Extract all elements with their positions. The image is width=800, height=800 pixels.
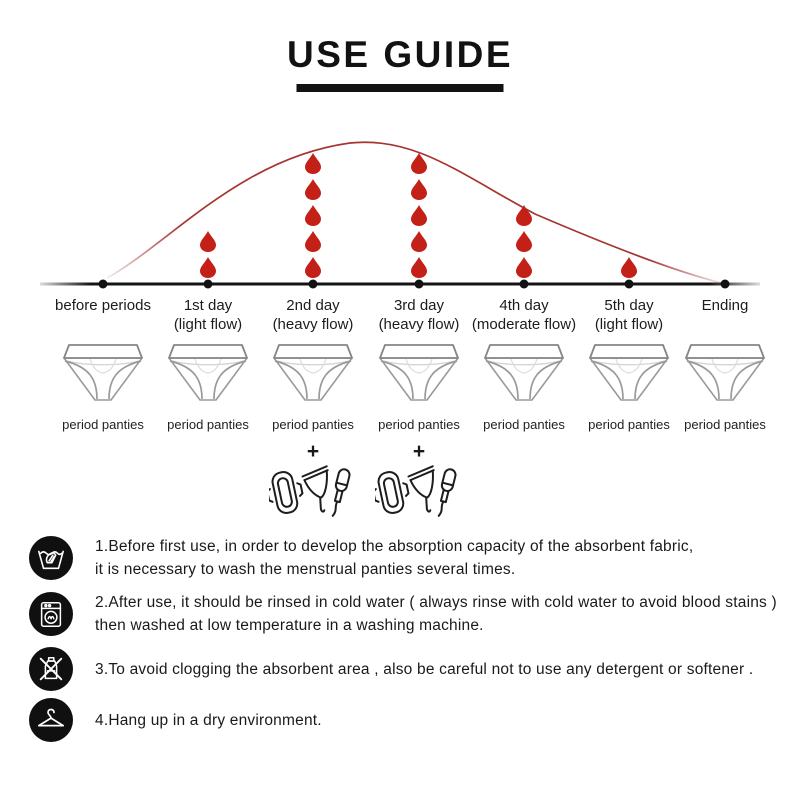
blood-drop-icon bbox=[411, 153, 427, 174]
plus-sign: + bbox=[306, 440, 320, 463]
flow-drops bbox=[200, 231, 216, 278]
page-title: USE GUIDE bbox=[286, 34, 514, 75]
title-underline bbox=[297, 84, 504, 92]
blood-drop-icon bbox=[305, 257, 321, 278]
blood-drop-icon bbox=[305, 205, 321, 226]
flow-level: (moderate flow) bbox=[471, 316, 577, 333]
blood-drop-icon bbox=[516, 231, 532, 252]
panty-icon bbox=[679, 341, 771, 405]
flow-level: (light flow) bbox=[594, 316, 664, 333]
care-item bbox=[29, 698, 791, 742]
day-name: 3rd day bbox=[393, 297, 445, 314]
blood-drop-icon bbox=[411, 231, 427, 252]
day-name: 5th day bbox=[604, 297, 654, 314]
care-text-line: then washed at low temperature in a washing machine. bbox=[95, 617, 484, 634]
panty-label: period panties bbox=[62, 417, 144, 432]
day-name: Ending bbox=[701, 297, 749, 314]
flow-drops bbox=[305, 153, 321, 278]
panty-label: period panties bbox=[588, 417, 670, 432]
machine-wash-icon bbox=[29, 592, 73, 636]
care-item bbox=[29, 647, 791, 691]
day-name: 2nd day bbox=[286, 297, 340, 314]
panty-label: period panties bbox=[167, 417, 249, 432]
care-text-line: 1.Before first use, in order to develop the absorption capacity of the absorbent fabric, bbox=[95, 538, 694, 555]
panty-icon bbox=[267, 341, 359, 405]
timeline-dot bbox=[520, 280, 529, 289]
plus-sign: + bbox=[412, 440, 426, 463]
blood-drop-icon bbox=[305, 231, 321, 252]
timeline-dot bbox=[721, 280, 730, 289]
blood-drop-icon bbox=[305, 179, 321, 200]
blood-drop-icon bbox=[516, 205, 532, 226]
panty-label: period panties bbox=[483, 417, 565, 432]
panty-icon bbox=[583, 341, 675, 405]
timeline-dot bbox=[415, 280, 424, 289]
pad-cup-tampon-icons bbox=[269, 465, 357, 521]
no-detergent-icon bbox=[29, 647, 73, 691]
care-text-line: 2.After use, it should be rinsed in cold water ( always rinse with cold water to avoid blood stains ) bbox=[95, 594, 777, 611]
timeline-dot bbox=[309, 280, 318, 289]
blood-drop-icon bbox=[411, 257, 427, 278]
blood-drop-icon bbox=[305, 153, 321, 174]
timeline-dot bbox=[625, 280, 634, 289]
flow-level: (heavy flow) bbox=[378, 316, 460, 333]
panty-icon bbox=[373, 341, 465, 405]
panty-icon bbox=[57, 341, 149, 405]
timeline-dot bbox=[99, 280, 108, 289]
panty-label: period panties bbox=[272, 417, 354, 432]
care-item bbox=[29, 591, 791, 637]
hand-wash-icon bbox=[29, 536, 73, 580]
flow-drops bbox=[411, 153, 427, 278]
pad-cup-tampon-icons bbox=[375, 465, 463, 521]
flow-drops bbox=[621, 257, 637, 278]
blood-drop-icon bbox=[621, 257, 637, 278]
flow-curve-chart bbox=[0, 100, 800, 300]
blood-drop-icon bbox=[411, 205, 427, 226]
panty-icon bbox=[162, 341, 254, 405]
care-item bbox=[29, 535, 791, 581]
care-text-line: 3.To avoid clogging the absorbent area , also be careful not to use any detergent or softener . bbox=[95, 660, 754, 678]
panty-icon bbox=[478, 341, 570, 405]
hanger-icon bbox=[29, 698, 73, 742]
day-name: 1st day bbox=[183, 297, 233, 314]
day-name: 4th day bbox=[499, 297, 549, 314]
panty-label: period panties bbox=[684, 417, 766, 432]
panty-label: period panties bbox=[378, 417, 460, 432]
day-name: before periods bbox=[55, 297, 151, 314]
flow-level: (light flow) bbox=[173, 316, 243, 333]
care-text-line: 4.Hang up in a dry environment. bbox=[95, 711, 322, 729]
day-label bbox=[660, 296, 790, 315]
blood-drop-icon bbox=[200, 257, 216, 278]
flow-level: (heavy flow) bbox=[272, 316, 354, 333]
blood-drop-icon bbox=[411, 179, 427, 200]
flow-drops bbox=[516, 205, 532, 278]
timeline-dot bbox=[204, 280, 213, 289]
blood-drop-icon bbox=[200, 231, 216, 252]
blood-drop-icon bbox=[516, 257, 532, 278]
care-text-line: it is necessary to wash the menstrual panties several times. bbox=[95, 561, 516, 578]
